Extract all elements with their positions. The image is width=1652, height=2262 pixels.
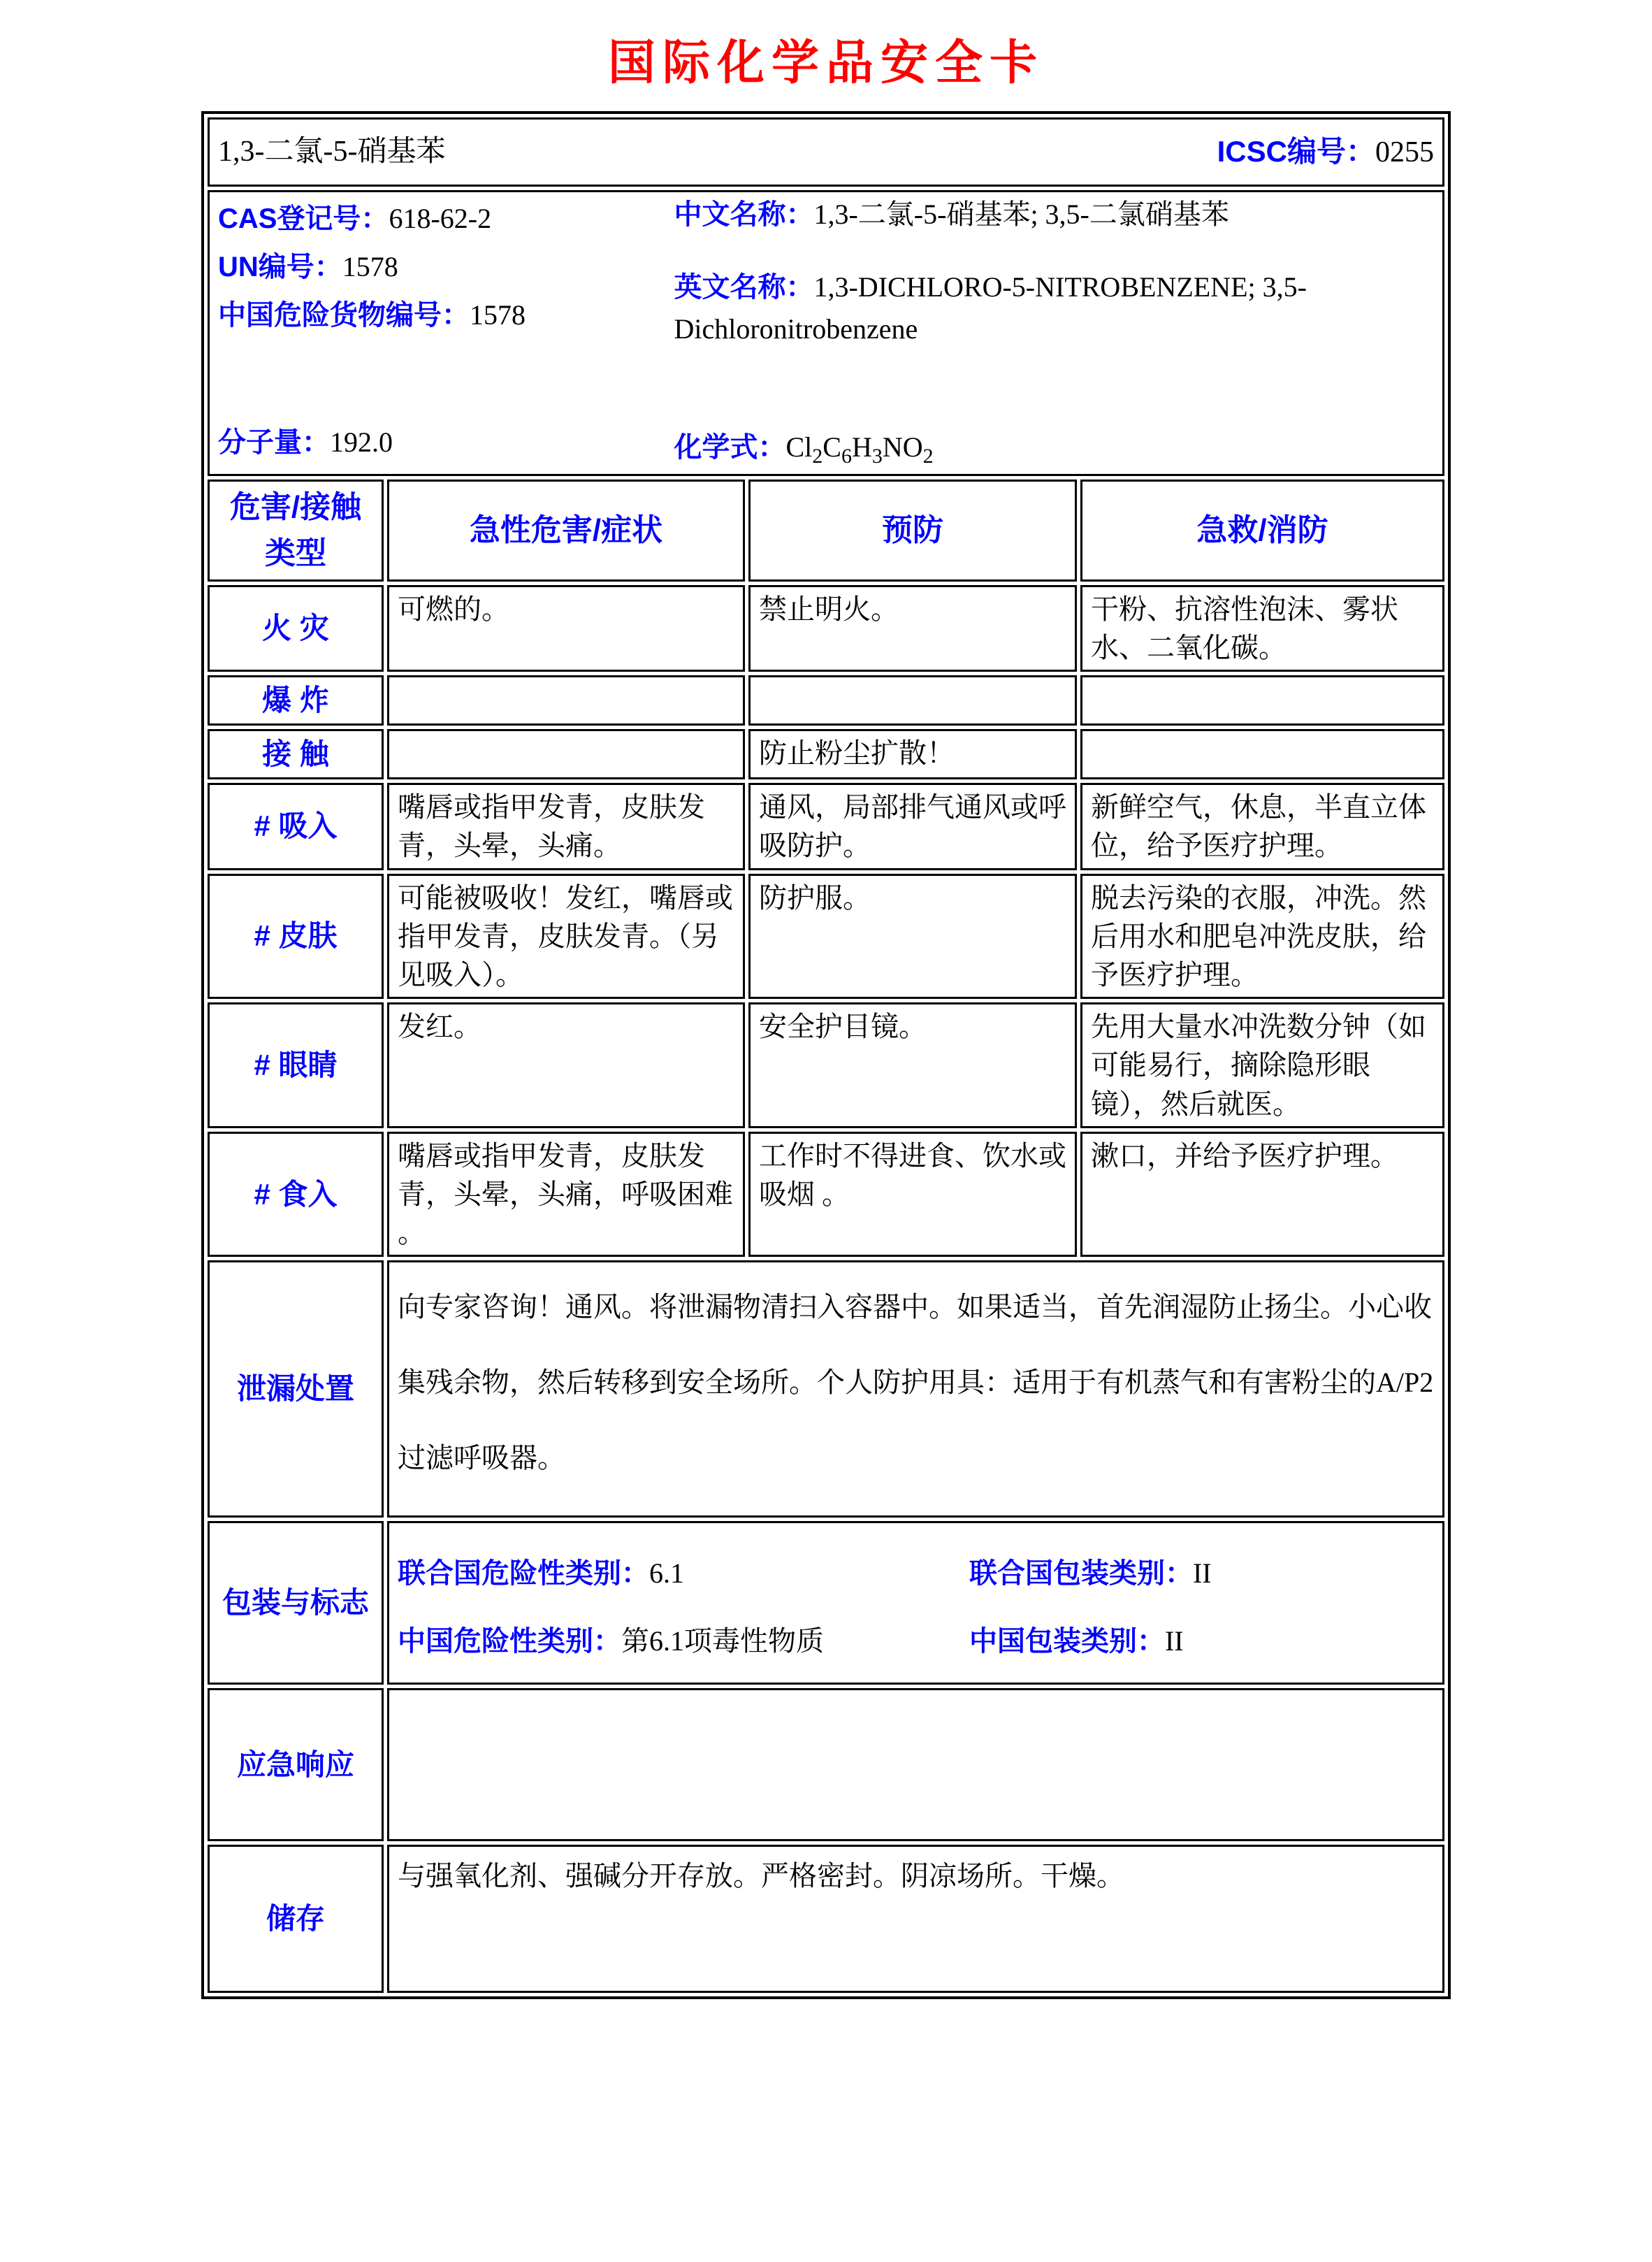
skin-first-aid: 脱去污染的衣服，冲洗。然后用水和肥皂冲洗皮肤，给予医疗护理。: [1080, 874, 1444, 1000]
eyes-symptoms: 发红。: [387, 1002, 745, 1128]
emergency-response-label: 应急响应: [208, 1688, 384, 1841]
molecular-weight-value: 192.0: [329, 426, 393, 459]
spill-disposal-label: 泄漏处置: [208, 1260, 384, 1518]
name-cell: [208, 117, 1444, 187]
storage-label: 储存: [208, 1845, 384, 1993]
molecular-weight-label: 分子量：: [217, 427, 330, 459]
explosion-prevention: [748, 675, 1077, 726]
ingestion-first-aid: 漱口，并给予医疗护理。: [1080, 1132, 1444, 1258]
eyes-prevention: 安全护目镜。: [748, 1002, 1077, 1128]
un-pack-group-label: 联合国包装类别：: [969, 1558, 1193, 1590]
row-explosion: [208, 675, 1444, 726]
contact-first-aid: [1080, 729, 1444, 779]
un-value: 1578: [342, 250, 398, 282]
cn-dangerous-goods-line: [218, 291, 674, 340]
fire-label: 火 灾: [208, 585, 384, 672]
cas-number-line: [218, 195, 674, 243]
cn-pack-group-line: [969, 1622, 1434, 1661]
icsc-safety-card-page: [0, 25, 1652, 2262]
skin-prevention: 防护服。: [748, 874, 1077, 1000]
name-row: [208, 117, 1444, 187]
cas-label: CAS登记号：: [217, 203, 389, 234]
inhalation-prevention: 通风，局部排气通风或呼吸防护。: [748, 783, 1077, 870]
un-label: UN编号：: [217, 251, 342, 282]
chemical-name: 1,3-二氯-5-硝基苯: [217, 135, 446, 168]
contact-symptoms: [387, 729, 745, 779]
emergency-response-text: [387, 1688, 1444, 1841]
header-symptoms-cell: [387, 480, 745, 582]
cn-dangerous-goods-value: 1578: [469, 298, 526, 331]
chinese-name-value: 1,3-二氯-5-硝基苯; 3,5-二氯硝基苯: [813, 199, 1229, 230]
english-name-line: [674, 266, 1434, 350]
chemical-formula-label: 化学式：: [674, 431, 786, 463]
row-fire: [208, 585, 1444, 672]
ingestion-prevention: 工作时不得进食、饮水或吸烟 。: [748, 1132, 1077, 1258]
inhalation-first-aid: 新鲜空气，休息，半直立体位，给予医疗护理。: [1080, 783, 1444, 870]
header-first-aid-cell: [1080, 480, 1444, 582]
cn-hazard-class-label: 中国危险性类别：: [397, 1625, 621, 1657]
chinese-name-label: 中文名称：: [674, 199, 814, 230]
chinese-name-line: [674, 195, 1434, 234]
identification-left-column: [218, 195, 674, 471]
identification-row: [208, 190, 1444, 476]
un-number-line: [218, 243, 674, 291]
header-prevention-cell: [748, 480, 1077, 582]
un-pack-group-value: II: [1192, 1557, 1212, 1590]
cn-dangerous-goods-label: 中国危险货物编号：: [217, 299, 470, 331]
icsc-label: ICSC编号：: [1217, 134, 1375, 168]
identification-right-column: [674, 195, 1434, 471]
fire-first-aid: 干粉、抗溶性泡沫、雾状水、二氧化碳。: [1080, 585, 1444, 672]
un-pack-group-line: [969, 1554, 1434, 1593]
explosion-symptoms: [387, 675, 745, 726]
fire-prevention: 禁止明火。: [748, 585, 1077, 672]
cn-pack-group-value: II: [1164, 1625, 1184, 1657]
page-title: 国际化学品安全卡: [607, 36, 1044, 89]
un-hazard-class-value: 6.1: [649, 1557, 684, 1590]
header-first-aid: 急救/消防: [1196, 513, 1328, 547]
packaging-label: 包装与标志: [208, 1521, 384, 1685]
row-inhalation: [208, 783, 1444, 870]
icsc-value: 0255: [1375, 136, 1434, 168]
row-emergency-response: [208, 1688, 1444, 1841]
safety-card-table: [201, 111, 1451, 1999]
hazard-header-row: [208, 480, 1444, 582]
fire-symptoms: 可燃的。: [387, 585, 745, 672]
packaging-cell: [387, 1521, 1444, 1685]
header-prevention: 预防: [881, 513, 943, 547]
ingestion-label: # 食入: [208, 1132, 384, 1258]
cn-hazard-class-line: [398, 1622, 969, 1661]
skin-label: # 皮肤: [208, 874, 384, 1000]
inhalation-label: # 吸入: [208, 783, 384, 870]
row-skin: [208, 874, 1444, 1000]
cn-pack-group-label: 中国包装类别：: [969, 1625, 1165, 1657]
storage-text: 与强氧化剂、强碱分开存放。严格密封。阴凉场所。干燥。: [387, 1845, 1444, 1993]
row-eyes: [208, 1002, 1444, 1128]
explosion-label: 爆 炸: [208, 675, 384, 726]
row-spill-disposal: [208, 1260, 1444, 1518]
skin-symptoms: 可能被吸收！发红，嘴唇或指甲发青，皮肤发青。（另见吸入）。: [387, 874, 745, 1000]
cn-hazard-class-value: 第6.1项毒性物质: [621, 1625, 824, 1657]
header-type-cell: [208, 480, 384, 582]
english-name-label: 英文名称：: [674, 272, 814, 303]
inhalation-symptoms: 嘴唇或指甲发青，皮肤发青，头晕，头痛。: [387, 783, 745, 870]
spill-disposal-text: 向专家咨询！通风。将泄漏物清扫入容器中。如果适当，首先润湿防止扬尘。小心收集残余物，然后转移到安全场所。个人防护用具：适用于有机蒸气和有害粉尘的A/P2过滤呼吸器。: [387, 1260, 1444, 1518]
header-symptoms: 急性危害/症状: [469, 513, 663, 547]
contact-label: 接 触: [208, 729, 384, 779]
header-type-line2: 类型: [264, 536, 326, 570]
row-storage: [208, 1845, 1444, 1993]
header-type-line1: 危害/接触: [229, 490, 362, 524]
chemical-formula-value: $Cl_2C_6H_3NO_2$: [785, 431, 934, 468]
un-hazard-class-label: 联合国危险性类别：: [397, 1558, 649, 1590]
contact-prevention: 防止粉尘扩散！: [748, 729, 1077, 779]
icsc-number: [1217, 131, 1434, 173]
eyes-label: # 眼睛: [208, 1002, 384, 1128]
formula-line: [674, 428, 1434, 467]
ingestion-symptoms: 嘴唇或指甲发青，皮肤发青，头晕，头痛，呼吸困难 。: [387, 1132, 745, 1258]
english-name-value: 1,3-DICHLORO-5-NITROBENZENE; 3,5-Dichloronitrobenzene: [674, 271, 1307, 345]
row-packaging: [208, 1521, 1444, 1685]
un-hazard-class-line: [398, 1554, 969, 1593]
molecular-weight-line: [218, 419, 674, 467]
row-ingestion: [208, 1132, 1444, 1258]
identification-cell: [208, 190, 1444, 476]
cas-value: 618-62-2: [389, 203, 492, 234]
eyes-first-aid: 先用大量水冲洗数分钟（如可能易行，摘除隐形眼镜），然后就医。: [1080, 1002, 1444, 1128]
row-contact: [208, 729, 1444, 779]
explosion-first-aid: [1080, 675, 1444, 726]
